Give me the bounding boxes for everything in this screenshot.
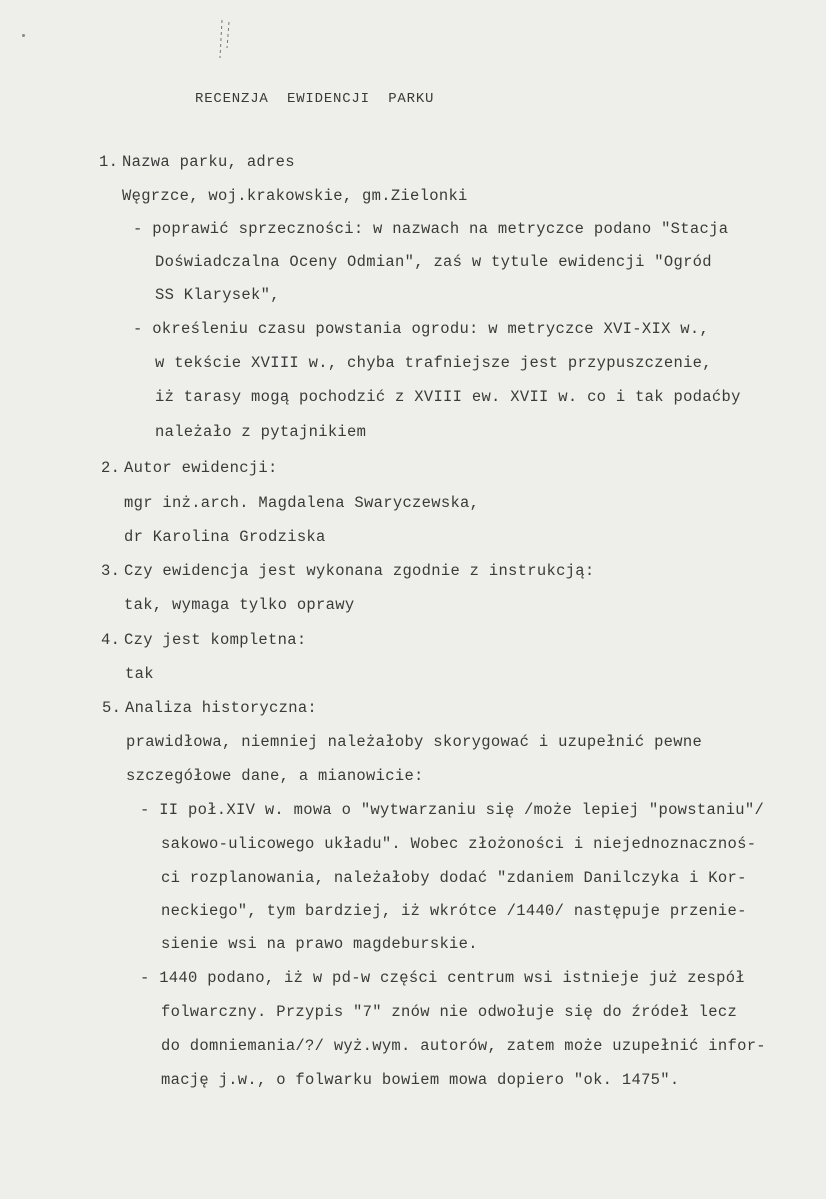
- section-heading: Autor ewidencji:: [124, 459, 278, 477]
- text-line: Węgrzce, woj.krakowskie, gm.Zielonki: [122, 187, 468, 205]
- text-line: iż tarasy mogą pochodzić z XVIII ew. XVII w. co i tak podaćby: [155, 388, 741, 406]
- text-line: - II poł.XIV w. mowa o "wytwarzaniu się /może lepiej "powstaniu"/: [140, 801, 765, 819]
- text-line: do domniemania/?/ wyż.wym. autorów, zatem może uzupełnić infor-: [161, 1037, 766, 1055]
- text-line: - określeniu czasu powstania ogrodu: w metryczce XVI-XIX w.,: [133, 320, 710, 338]
- text-line: dr Karolina Grodziska: [124, 528, 326, 546]
- section-heading: Nazwa parku, adres: [122, 153, 295, 171]
- text-line: mgr inż.arch. Magdalena Swaryczewska,: [124, 494, 480, 512]
- text-line: - 1440 podano, iż w pd-w części centrum wsi istnieje już zespół: [140, 969, 745, 987]
- paper-speck: [22, 34, 25, 37]
- text-line: sienie wsi na prawo magdeburskie.: [161, 935, 478, 953]
- section-heading: Czy jest kompletna:: [124, 631, 307, 649]
- section-number: 1.: [99, 153, 119, 171]
- section-number: 5.: [102, 699, 122, 717]
- handwritten-mark: [214, 18, 242, 60]
- text-line: SS Klarysek",: [155, 286, 280, 304]
- text-line: mację j.w., o folwarku bowiem mowa dopiero "ok. 1475".: [161, 1071, 680, 1089]
- document-title: RECENZJA EWIDENCJI PARKU: [195, 91, 435, 107]
- text-line: Doświadczalna Oceny Odmian", zaś w tytule ewidencji "Ogród: [155, 253, 712, 271]
- section-heading: Analiza historyczna:: [125, 699, 318, 717]
- text-line: tak, wymaga tylko oprawy: [124, 596, 355, 614]
- section-number: 3.: [101, 562, 121, 580]
- text-line: prawidłowa, niemniej należałoby skorygować i uzupełnić pewne: [126, 733, 703, 751]
- text-line: neckiego", tym bardziej, iż wkrótce /1440/ następuje przenie-: [161, 902, 747, 920]
- text-line: sakowo-ulicowego układu". Wobec złożoności i niejednoznacznoś-: [161, 835, 757, 853]
- text-line: szczegółowe dane, a mianowicie:: [126, 767, 424, 785]
- text-line: w tekście XVIII w., chyba trafniejsze jest przypuszczenie,: [155, 354, 712, 372]
- section-heading: Czy ewidencja jest wykonana zgodnie z instrukcją:: [124, 562, 595, 580]
- section-number: 4.: [101, 631, 121, 649]
- text-line: - poprawić sprzeczności: w nazwach na metryczce podano "Stacja: [133, 220, 729, 238]
- section-number: 2.: [101, 459, 121, 477]
- text-line: ci rozplanowania, należałoby dodać "zdaniem Danilczyka i Kor-: [161, 869, 747, 887]
- text-line: należało z pytajnikiem: [155, 423, 367, 441]
- text-line: tak: [125, 665, 154, 683]
- text-line: folwarczny. Przypis "7" znów nie odwołuje się do źródeł lecz: [161, 1003, 738, 1021]
